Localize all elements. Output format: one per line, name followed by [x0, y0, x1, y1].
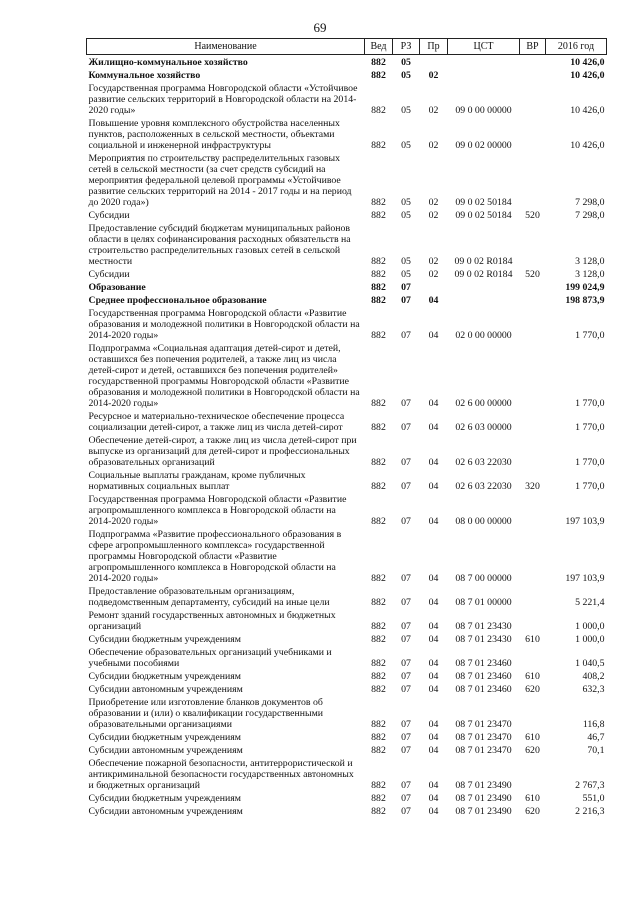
- cell-pr: 04: [428, 398, 439, 409]
- cell-cst: [448, 281, 520, 294]
- cell-cst: 09 0 02 50184: [455, 197, 512, 208]
- cell-amount: 3 128,0: [575, 256, 605, 267]
- cell-name: Мероприятия по строительству распределительных газовых сетей в сельской местности (за счет средств субсидий на мероприятия федеральной целевой программы «Устойчивое развитие сельских территорий на 2014 - 2017 годы и на период до 2020 года»): [88, 153, 352, 208]
- cell-ved: 882: [371, 516, 386, 527]
- cell-cst: 08 7 01 23490: [455, 780, 512, 791]
- cell-amount: 70,1: [587, 745, 605, 756]
- cell-ved: 882: [371, 57, 386, 68]
- cell-rz: 07: [401, 330, 411, 341]
- cell-vr: [520, 222, 546, 268]
- cell-amount: 1 770,0: [575, 481, 605, 492]
- cell-vr: 520: [525, 210, 540, 221]
- table-row: [87, 410, 607, 434]
- cell-pr: 02: [428, 269, 439, 280]
- column-header-pr: Пр: [420, 39, 448, 55]
- cell-rz: 07: [401, 719, 411, 730]
- cell-vr: 520: [525, 269, 540, 280]
- cell-rz: 05: [401, 57, 411, 68]
- cell-vr: [520, 646, 546, 670]
- table-row: [87, 792, 607, 805]
- budget-table: [86, 38, 607, 818]
- cell-rz: 07: [401, 516, 411, 527]
- cell-vr: [520, 294, 546, 307]
- cell-pr: 02: [428, 105, 439, 116]
- cell-name: Государственная программа Новгородской области «Устойчивое развитие сельских территорий в Новгородской области на 2014-2020 годы»: [88, 83, 358, 116]
- table-header: [87, 39, 607, 55]
- cell-cst: 08 7 01 23460: [455, 671, 512, 682]
- cell-name: Коммунальное хозяйство: [88, 70, 201, 81]
- cell-amount: 197 103,9: [565, 573, 605, 584]
- column-header-name: Наименование: [87, 39, 365, 55]
- table-row: [87, 493, 607, 528]
- cell-rz: 07: [401, 671, 411, 682]
- cell-ved: 882: [371, 269, 386, 280]
- cell-name: Субсидии автономным учреждениям: [88, 806, 243, 817]
- cell-cst: 09 0 02 R0184: [454, 269, 513, 280]
- cell-vr: 620: [525, 745, 540, 756]
- cell-ved: 882: [371, 597, 386, 608]
- cell-amount: 1 000,0: [575, 621, 605, 632]
- cell-rz: 07: [401, 295, 411, 306]
- cell-pr: [420, 55, 448, 70]
- cell-vr: [520, 69, 546, 82]
- cell-rz: 05: [401, 256, 411, 267]
- cell-ved: 882: [371, 457, 386, 468]
- cell-pr: 04: [428, 658, 439, 669]
- cell-amount: 408,2: [582, 671, 605, 682]
- table-row: [87, 69, 607, 82]
- cell-cst: 08 0 00 00000: [455, 516, 512, 527]
- cell-ved: 882: [371, 330, 386, 341]
- cell-name: Обеспечение пожарной безопасности, антитеррористической и антикриминальной безопасности государственных автономных и бюджетных организаций: [88, 758, 354, 791]
- cell-amount: 5 221,4: [575, 597, 605, 608]
- cell-vr: 320: [525, 481, 540, 492]
- cell-ved: 882: [371, 256, 386, 267]
- table-row: [87, 744, 607, 757]
- cell-cst: 08 7 01 00000: [455, 597, 512, 608]
- cell-pr: 02: [428, 70, 439, 81]
- cell-rz: 07: [401, 658, 411, 669]
- cell-ved: 882: [371, 422, 386, 433]
- cell-rz: 05: [401, 105, 411, 116]
- cell-cst: 08 7 01 23470: [455, 732, 512, 743]
- cell-name: Субсидии автономным учреждениям: [88, 745, 243, 756]
- cell-name: Субсидии: [88, 269, 130, 280]
- cell-ved: 882: [371, 745, 386, 756]
- cell-cst: 08 7 01 23430: [455, 621, 512, 632]
- cell-rz: 05: [401, 269, 411, 280]
- cell-cst: 08 7 01 23470: [455, 745, 512, 756]
- cell-vr: [520, 493, 546, 528]
- cell-vr: [520, 152, 546, 209]
- cell-ved: 882: [371, 481, 386, 492]
- cell-name: Государственная программа Новгородской области «Развитие образования и молодежной политики в Новгородской области на 2014-2020 годы»: [88, 308, 360, 341]
- cell-name: Субсидии бюджетным учреждениям: [88, 732, 241, 743]
- cell-vr: [520, 434, 546, 469]
- cell-cst: 08 7 01 23460: [455, 684, 512, 695]
- cell-amount: 3 128,0: [575, 269, 605, 280]
- cell-pr: 04: [428, 793, 439, 804]
- cell-rz: 07: [401, 573, 411, 584]
- column-header-vr: ВР: [520, 39, 546, 55]
- cell-rz: 05: [401, 197, 411, 208]
- cell-rz: 07: [401, 597, 411, 608]
- cell-ved: 882: [371, 197, 386, 208]
- cell-vr: 620: [525, 684, 540, 695]
- cell-amount: 10 426,0: [570, 105, 605, 116]
- cell-ved: 882: [371, 719, 386, 730]
- cell-rz: 07: [401, 422, 411, 433]
- table-row: [87, 683, 607, 696]
- cell-cst: 08 7 00 00000: [455, 573, 512, 584]
- cell-rz: 05: [401, 140, 411, 151]
- cell-pr: 04: [428, 330, 439, 341]
- cell-pr: 02: [428, 197, 439, 208]
- cell-name: Ресурсное и материально-техническое обеспечение процесса социализации детей-сирот, а также лиц из числа детей-сирот: [88, 411, 345, 433]
- column-header-rz: РЗ: [393, 39, 420, 55]
- cell-name: Предоставление образовательным организациям, подведомственным департаменту, субсидий на иные цели: [88, 586, 330, 608]
- table-row: [87, 585, 607, 609]
- cell-pr: 04: [428, 573, 439, 584]
- cell-ved: 882: [371, 105, 386, 116]
- table-row: [87, 222, 607, 268]
- cell-rz: 07: [401, 282, 411, 293]
- table-row: [87, 805, 607, 818]
- cell-vr: 610: [525, 634, 540, 645]
- cell-pr: 04: [428, 745, 439, 756]
- cell-name: Социальные выплаты гражданам, кроме публичных нормативных социальных выплат: [88, 470, 306, 492]
- cell-amount: 1 770,0: [575, 330, 605, 341]
- cell-vr: [520, 82, 546, 117]
- cell-rz: 07: [401, 634, 411, 645]
- cell-amount: 551,0: [582, 793, 605, 804]
- cell-cst: [448, 55, 520, 70]
- cell-name: Обеспечение детей-сирот, а также лиц из числа детей-сирот при выпуске из организаций для детей-сирот и профессиональных образовательных организаций: [88, 435, 357, 468]
- cell-ved: 882: [371, 671, 386, 682]
- cell-name: Предоставление субсидий бюджетам муниципальных районов области в целях софинансирования расходных обязательств на строительство распределительных газовых сетей в сельской местности: [88, 223, 351, 267]
- cell-amount: 116,8: [582, 719, 605, 730]
- cell-cst: 02 6 03 22030: [455, 457, 512, 468]
- cell-ved: 882: [371, 806, 386, 817]
- cell-cst: 09 0 02 00000: [455, 140, 512, 151]
- cell-pr: 04: [428, 597, 439, 608]
- cell-name: Субсидии бюджетным учреждениям: [88, 793, 241, 804]
- cell-vr: [520, 55, 546, 70]
- cell-amount: 1 040,5: [575, 658, 605, 669]
- table-row: [87, 117, 607, 152]
- cell-vr: [520, 585, 546, 609]
- cell-vr: [520, 528, 546, 585]
- cell-cst: 09 0 00 00000: [455, 105, 512, 116]
- cell-vr: 620: [525, 806, 540, 817]
- cell-rz: 07: [401, 732, 411, 743]
- cell-name: Среднее профессиональное образование: [88, 295, 267, 306]
- cell-pr: 04: [428, 422, 439, 433]
- cell-amount: 10 426,0: [570, 70, 605, 81]
- cell-ved: 882: [371, 295, 386, 306]
- cell-cst: 09 0 02 50184: [455, 210, 512, 221]
- cell-cst: 02 6 00 00000: [455, 398, 512, 409]
- cell-amount: 1 770,0: [575, 398, 605, 409]
- cell-rz: 07: [401, 745, 411, 756]
- column-header-year: 2016 год: [546, 39, 607, 55]
- cell-vr: 610: [525, 671, 540, 682]
- cell-vr: 610: [525, 793, 540, 804]
- cell-name: Подпрограмма «Социальная адаптация детей-сирот и детей, оставшихся без попечения родителей, а также лиц из числа детей-сирот и детей, оставшихся без попечения родителей» государственной программы Новгородской области «Развитие образования и молодежной политики в Новгородской области на 2014-2020 годы»: [88, 343, 360, 409]
- cell-pr: 02: [428, 256, 439, 267]
- cell-name: Образование: [88, 282, 146, 293]
- cell-vr: [520, 609, 546, 633]
- cell-pr: 04: [428, 806, 439, 817]
- table-row: [87, 434, 607, 469]
- cell-cst: 08 7 01 23490: [455, 793, 512, 804]
- column-header-cst: ЦСТ: [448, 39, 520, 55]
- cell-rz: 07: [401, 621, 411, 632]
- cell-rz: 07: [401, 457, 411, 468]
- column-header-ved: Вед: [365, 39, 393, 55]
- cell-amount: 198 873,9: [565, 295, 605, 306]
- table-row: [87, 646, 607, 670]
- cell-pr: 04: [428, 684, 439, 695]
- cell-ved: 882: [371, 140, 386, 151]
- cell-ved: 882: [371, 780, 386, 791]
- cell-cst: 02 6 03 22030: [455, 481, 512, 492]
- cell-ved: 882: [371, 621, 386, 632]
- cell-rz: 07: [401, 793, 411, 804]
- cell-vr: [520, 410, 546, 434]
- table-row: [87, 342, 607, 410]
- cell-pr: 04: [428, 621, 439, 632]
- table-row: [87, 670, 607, 683]
- cell-pr: 02: [428, 140, 439, 151]
- table-row: [87, 731, 607, 744]
- cell-name: Государственная программа Новгородской области «Развитие агропромышленного комплекса в Новгородской области на 2014-2020 годы»: [88, 494, 347, 527]
- cell-cst: 08 7 01 23490: [455, 806, 512, 817]
- cell-name: Приобретение или изготовление бланков документов об образовании и (или) о квалификации государственными образовательными организациями: [88, 697, 324, 730]
- table-row: [87, 528, 607, 585]
- table-row: [87, 633, 607, 646]
- cell-vr: [520, 696, 546, 731]
- cell-ved: 882: [371, 684, 386, 695]
- cell-pr: 04: [428, 481, 439, 492]
- cell-cst: [448, 69, 520, 82]
- cell-cst: 09 0 02 R0184: [454, 256, 513, 267]
- cell-amount: 7 298,0: [575, 197, 605, 208]
- cell-ved: 882: [371, 573, 386, 584]
- cell-rz: 07: [401, 481, 411, 492]
- table-body: [87, 55, 607, 819]
- cell-rz: 05: [401, 70, 411, 81]
- cell-pr: 02: [428, 210, 439, 221]
- cell-ved: 882: [371, 398, 386, 409]
- table-row: [87, 757, 607, 792]
- cell-pr: 04: [428, 516, 439, 527]
- cell-name: Обеспечение образовательных организаций учебниками и учебными пособиями: [88, 647, 332, 669]
- cell-amount: 1 770,0: [575, 422, 605, 433]
- cell-amount: 2 767,3: [575, 780, 605, 791]
- cell-pr: [420, 281, 448, 294]
- cell-vr: [520, 117, 546, 152]
- cell-cst: 08 7 01 23430: [455, 634, 512, 645]
- cell-amount: 1 770,0: [575, 457, 605, 468]
- cell-ved: 882: [371, 282, 386, 293]
- cell-amount: 7 298,0: [575, 210, 605, 221]
- cell-amount: 10 426,0: [570, 140, 605, 151]
- table-row: [87, 696, 607, 731]
- cell-rz: 07: [401, 780, 411, 791]
- table-row: [87, 294, 607, 307]
- cell-amount: 197 103,9: [565, 516, 605, 527]
- cell-rz: 05: [401, 210, 411, 221]
- page-number: 69: [313, 20, 327, 35]
- cell-cst: 08 7 01 23460: [455, 658, 512, 669]
- cell-pr: 04: [428, 634, 439, 645]
- cell-amount: 46,7: [587, 732, 605, 743]
- cell-amount: 632,3: [582, 684, 605, 695]
- cell-ved: 882: [371, 634, 386, 645]
- cell-cst: [448, 294, 520, 307]
- cell-name: Ремонт зданий государственных автономных и бюджетных организаций: [88, 610, 336, 632]
- cell-pr: 04: [428, 295, 439, 306]
- cell-vr: [520, 757, 546, 792]
- cell-name: Жилищно-коммунальное хозяйство: [88, 57, 248, 68]
- table-row: [87, 268, 607, 281]
- cell-cst: 08 7 01 23470: [455, 719, 512, 730]
- table-row: [87, 152, 607, 209]
- cell-amount: 1 000,0: [575, 634, 605, 645]
- cell-rz: 07: [401, 684, 411, 695]
- cell-ved: 882: [371, 210, 386, 221]
- cell-ved: 882: [371, 793, 386, 804]
- cell-amount: 2 216,3: [575, 806, 605, 817]
- cell-name: Субсидии бюджетным учреждениям: [88, 671, 241, 682]
- cell-name: Подпрограмма «Развитие профессионального образования в сфере агропромышленного комплекса» государственной программы Новгородской области «Развитие агропромышленного комплекса в Новгородской области на 2014-2020 годы»: [88, 529, 342, 584]
- cell-ved: 882: [371, 658, 386, 669]
- cell-amount: 10 426,0: [570, 57, 605, 68]
- cell-name: Субсидии автономным учреждениям: [88, 684, 243, 695]
- cell-cst: 02 0 00 00000: [455, 330, 512, 341]
- cell-name: Повышение уровня комплексного обустройства населенных пунктов, расположенных в сельской местности, объектами социальной и инженерной инфраструктуры: [88, 118, 340, 151]
- cell-cst: 02 6 03 00000: [455, 422, 512, 433]
- cell-ved: 882: [371, 70, 386, 81]
- table-row: [87, 209, 607, 222]
- cell-pr: 04: [428, 732, 439, 743]
- cell-pr: 04: [428, 780, 439, 791]
- table-row: [87, 307, 607, 342]
- cell-amount: 199 024,9: [565, 282, 605, 293]
- cell-pr: 04: [428, 457, 439, 468]
- table-row: [87, 469, 607, 493]
- cell-vr: 610: [525, 732, 540, 743]
- cell-pr: 04: [428, 719, 439, 730]
- cell-name: Субсидии бюджетным учреждениям: [88, 634, 241, 645]
- table-row: [87, 281, 607, 294]
- cell-vr: [520, 307, 546, 342]
- cell-pr: 04: [428, 671, 439, 682]
- table-row: [87, 609, 607, 633]
- cell-name: Субсидии: [88, 210, 130, 221]
- cell-ved: 882: [371, 732, 386, 743]
- cell-rz: 07: [401, 806, 411, 817]
- cell-vr: [520, 342, 546, 410]
- cell-vr: [520, 281, 546, 294]
- table-row: [87, 82, 607, 117]
- table-row: [87, 55, 607, 70]
- cell-rz: 07: [401, 398, 411, 409]
